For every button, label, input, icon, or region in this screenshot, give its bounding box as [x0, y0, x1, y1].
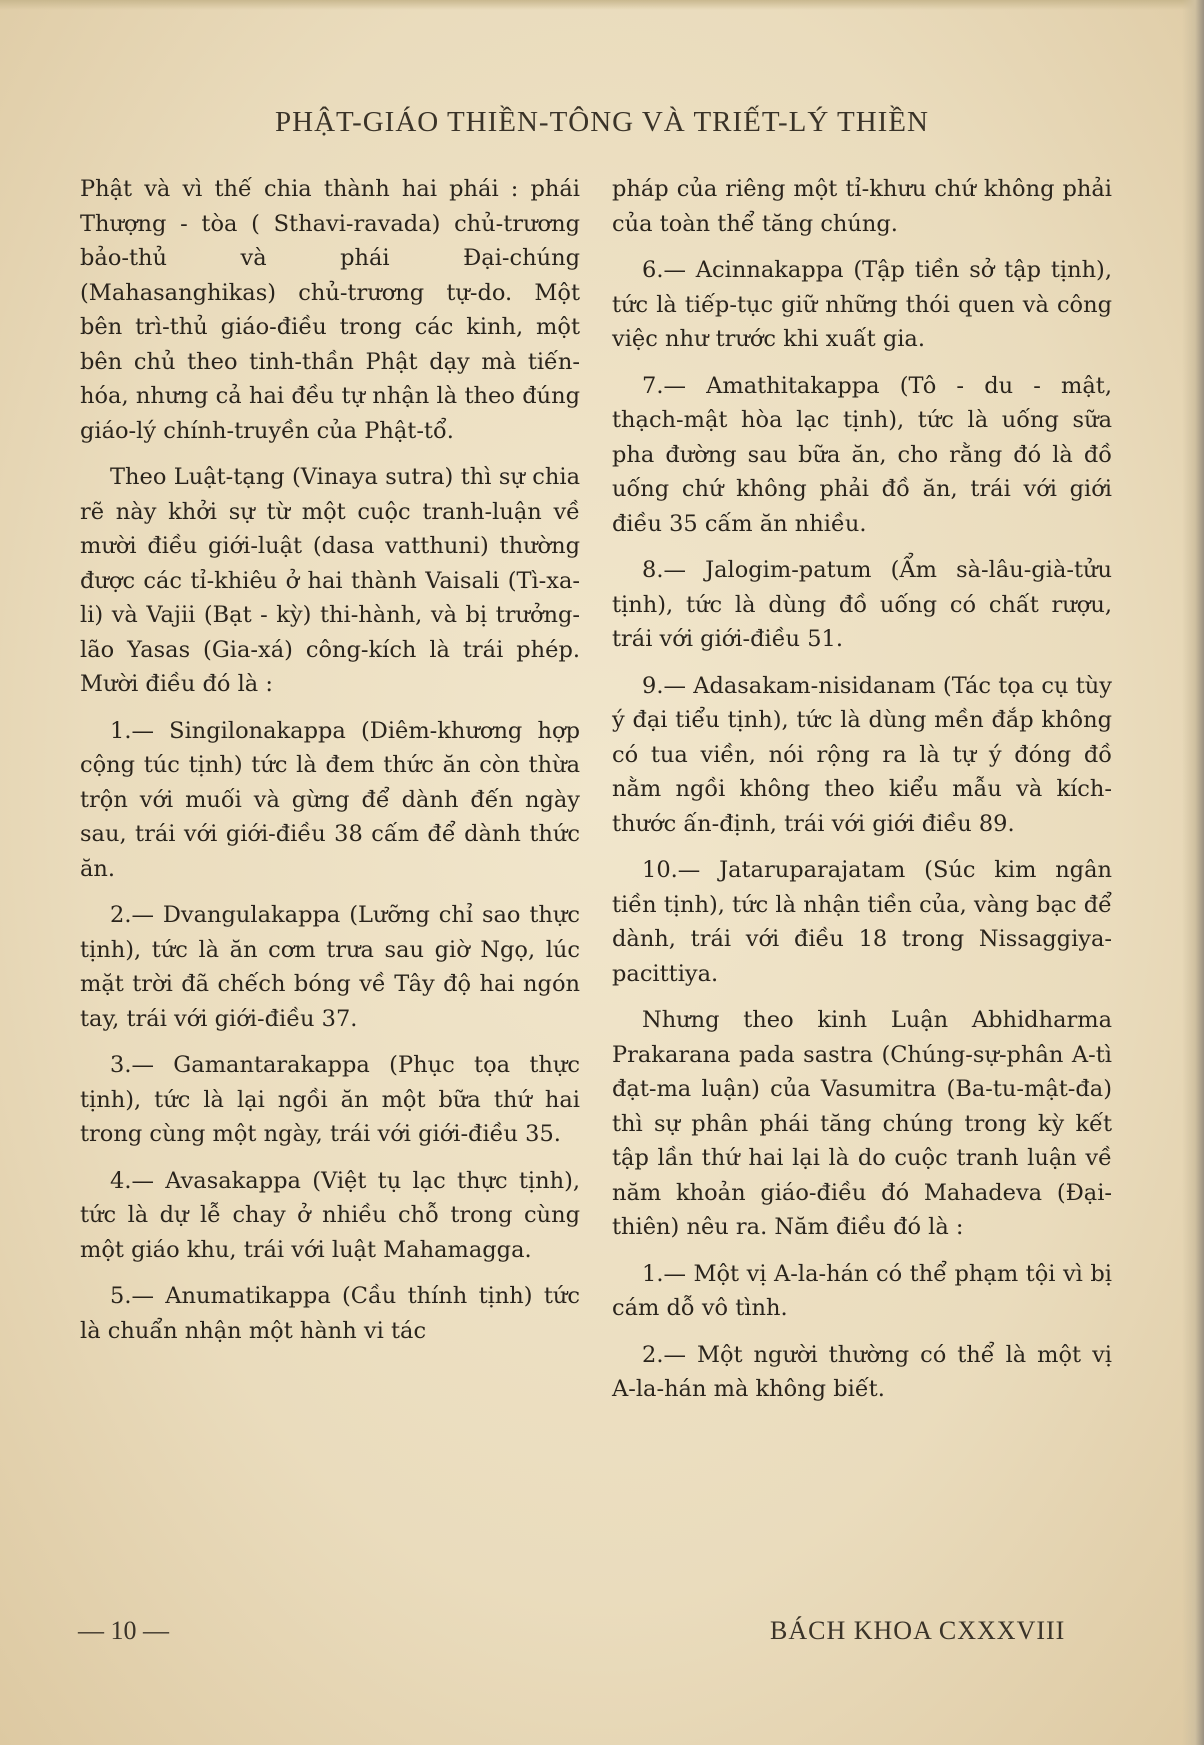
paper-edge-top	[0, 0, 1204, 10]
list-item: 4.— Avasakappa (Việt tụ lạc thực tịnh), tức là dự lễ chay ở nhiều chỗ trong cùng một giáo khu, trái với luật Mahamagga.	[80, 1167, 580, 1263]
list-item: 6.— Acinnakappa (Tập tiền sở tập tịnh), tức là tiếp-tục giữ những thói quen và công việc như trước khi xuất gia.	[612, 257, 1112, 352]
page-title: PHẬT-GIÁO THIỀN-TÔNG VÀ TRIẾT-LÝ THIỀN	[275, 106, 929, 138]
list-item: 1.— Singilonakappa (Diêm-khương hợp cộng túc tịnh) tức là đem thức ăn còn thừa trộn với muối và gừng để dành đến ngày sau, trái với giới-điều 38 cấm để dành thức ăn.	[80, 717, 580, 882]
list-item: 1.— Một vị A-la-hán có thể phạm tội vì bị cám dỗ vô tình.	[612, 1260, 1112, 1321]
list-item: 8.— Jalogim-patum (Ẩm sà-lâu-già-tửu tịnh), tức là dùng đồ uống có chất rượu, trái với giới-điều 51.	[612, 557, 1112, 652]
publication-name: BÁCH KHOA CXXXVIII	[770, 1616, 1066, 1645]
paragraph: Phật và vì thế chia thành hai phái : phái Thượng - tòa ( Sthavi-ravada) chủ-trương bảo-thủ và phái Đại-chúng (Mahasanghikas) chủ-trương tự-do. Một bên trì-thủ giáo-điều trong các kinh, một bên chủ theo tinh-thần Phật dạy mà tiến-hóa, nhưng cả hai đều tự nhận là theo đúng giáo-lý chính-truyền của Phật-tổ.	[80, 176, 580, 444]
paper-edge-right	[1182, 0, 1204, 1745]
list-item: 3.— Gamantarakappa (Phục tọa thực tịnh), tức là lại ngồi ăn một bữa thứ hai trong cùng một ngày, trái với giới-điều 35.	[80, 1052, 580, 1147]
list-item: 9.— Adasakam-nisidanam (Tác tọa cụ tùy ý đại tiểu tịnh), tức là dùng mền đắp không có tua viền, nói rộng ra là tự ý đóng đồ nằm ngồi không theo kiểu mẫu và kích-thước ấn-định, trái với giới điều 89.	[612, 672, 1112, 837]
right-column	[612, 172, 1112, 1419]
paragraph: Theo Luật-tạng (Vinaya sutra) thì sự chia rẽ này khởi sự từ một cuộc tranh-luận về mười điều giới-luật (dasa vatthuni) thường được các tỉ-khiêu ở hai thành Vaisali (Tì-xa-li) và Vajii (Bạt - kỳ) thi-hành, và bị trưởng-lão Yasas (Gia-xá) công-kích là trái phép. Mười điều đó là :	[80, 464, 580, 697]
list-item: 2.— Một người thường có thể là một vị A-la-hán mà không biết.	[612, 1341, 1112, 1402]
paragraph: pháp của riêng một tỉ-khưu chứ không phải của toàn thể tăng chúng.	[612, 176, 1112, 237]
page-number: — 10 —	[78, 1616, 169, 1645]
list-item: 2.— Dvangulakappa (Lưỡng chỉ sao thực tịnh), tức là ăn cơm trưa sau giờ Ngọ, lúc mặt trời đã chếch bóng về Tây độ hai ngón tay, trái với giới-điều 37.	[80, 902, 580, 1032]
left-column	[80, 172, 580, 1360]
list-item: 10.— Jataruparajatam (Súc kim ngân tiền tịnh), tức là nhận tiền của, vàng bạc để dành, trái với điều 18 trong Nissaggiya-pacittiya.	[612, 857, 1112, 987]
paragraph: Nhưng theo kinh Luận Abhidharma Prakarana pada sastra (Chúng-sự-phân A-tì đạt-ma luận) của Vasumitra (Ba-tu-mật-đa) thì sự phân phái tăng chúng trong kỳ kết tập lần thứ hai lại là do cuộc tranh luận về năm khoản giáo-điều đó Mahadeva (Đại-thiên) nêu ra. Năm điều đó là :	[612, 1007, 1112, 1240]
list-item: 7.— Amathitakappa (Tô - du - mật, thạch-mật hòa lạc tịnh), tức là uống sữa pha đường sau bữa ăn, cho rằng đó là đồ uống chứ không phải đồ ăn, trái với giới điều 35 cấm ăn nhiều.	[612, 372, 1112, 537]
list-item: 5.— Anumatikappa (Cầu thính tịnh) tức là chuẩn nhận một hành vi tác	[80, 1283, 580, 1344]
